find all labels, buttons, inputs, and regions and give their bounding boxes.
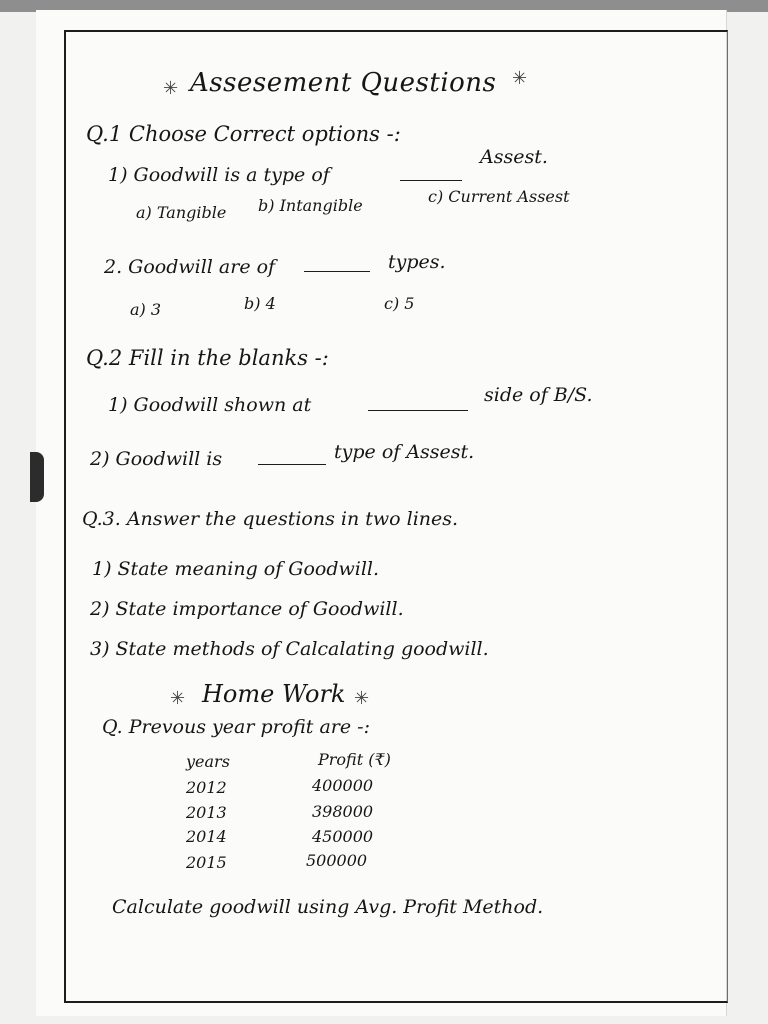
table-header-years: years	[186, 752, 230, 771]
q3-item: 2) State importance of Goodwill.	[90, 598, 404, 620]
q3-item: 3) State methods of Calcalating goodwill.	[90, 638, 489, 660]
q3-heading: Q.3. Answer the questions in two lines.	[82, 508, 459, 530]
binder-clip-shadow	[30, 452, 44, 502]
homework-title: Home Work	[202, 680, 346, 708]
q2-item1-text-end: side of B/S.	[484, 384, 593, 406]
option-a: a) Tangible	[136, 203, 227, 222]
q2-item1-text: 1) Goodwill shown at	[108, 394, 312, 416]
fill-blank	[304, 271, 370, 272]
fill-blank	[258, 464, 326, 465]
table-cell-year: 2014	[186, 827, 227, 846]
table-cell-profit: 500000	[306, 851, 368, 870]
q2-item2-text-end: type of Assest.	[334, 441, 475, 463]
homework-instruction: Calculate goodwill using Avg. Profit Method.	[112, 896, 544, 918]
option-b: b) 4	[244, 294, 276, 313]
fill-blank	[400, 180, 462, 181]
option-c: c) 5	[384, 294, 415, 313]
star-icon: ✳	[163, 78, 179, 99]
table-cell-year: 2012	[186, 778, 227, 797]
table-cell-year: 2013	[186, 803, 227, 822]
homework-question: Q. Prevous year profit are -:	[102, 716, 370, 738]
option-a: a) 3	[130, 300, 162, 319]
table-cell-year: 2015	[186, 853, 227, 872]
q2-heading: Q.2 Fill in the blanks -:	[86, 346, 329, 370]
table-cell-profit: 400000	[312, 776, 374, 795]
fill-blank	[368, 410, 468, 411]
q1-heading: Q.1 Choose Correct options -:	[86, 122, 401, 146]
table-cell-profit: 398000	[312, 802, 374, 821]
option-b: b) Intangible	[258, 196, 363, 215]
table-cell-profit: 450000	[312, 827, 374, 846]
q1-item1-text-end: Assest.	[480, 146, 548, 168]
q1-item2-text: 2. Goodwill are of	[104, 256, 276, 278]
star-icon: ✳	[170, 688, 186, 709]
page-title: Assesement Questions	[190, 68, 497, 98]
option-c: c) Current Assest	[428, 187, 570, 206]
star-icon: ✳	[512, 68, 528, 89]
star-icon: ✳	[354, 688, 370, 709]
q1-item2-text-end: types.	[388, 251, 446, 273]
q3-item: 1) State meaning of Goodwill.	[92, 558, 380, 580]
q2-item2-text: 2) Goodwill is	[90, 448, 223, 470]
q1-item1-text: 1) Goodwill is a type of	[108, 164, 330, 186]
table-header-profit: Profit (₹)	[318, 750, 391, 769]
